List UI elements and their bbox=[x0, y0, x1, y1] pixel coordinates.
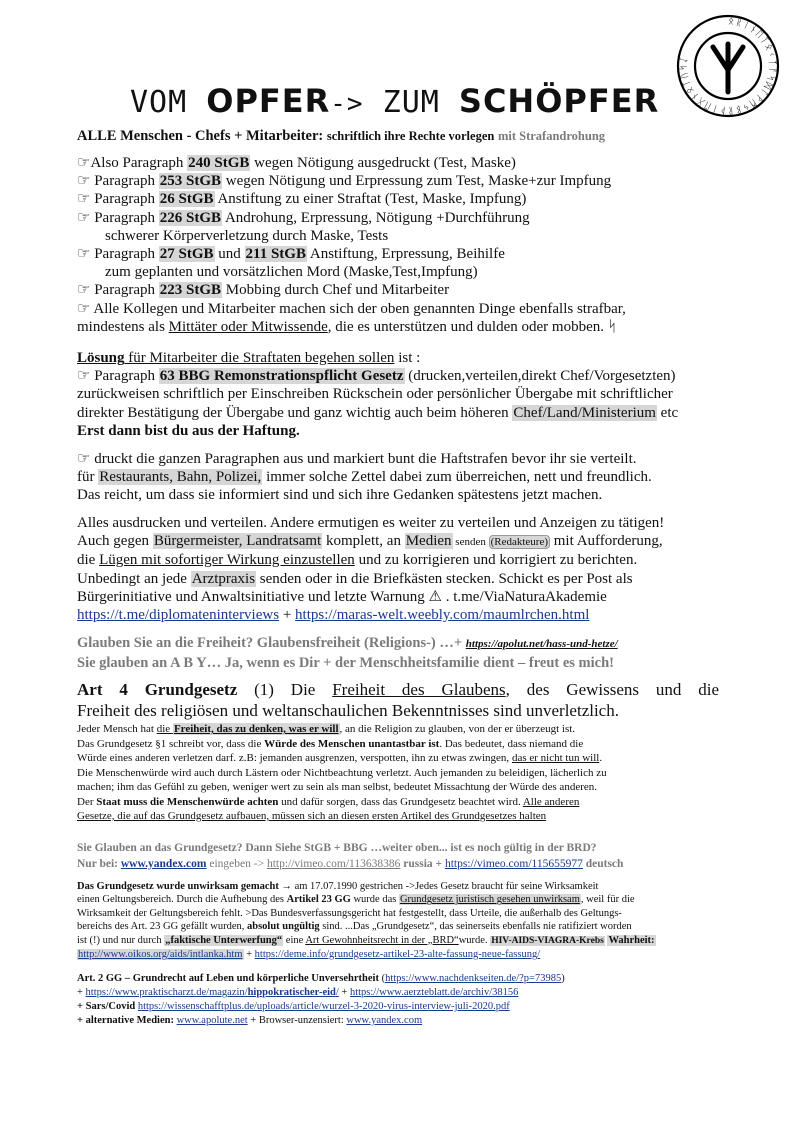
highlight: Wahrheit: bbox=[608, 934, 655, 946]
text: , des Gewissens und die bbox=[505, 680, 719, 699]
law-ref: 253 StGB bbox=[159, 173, 222, 190]
bold-text: Das Grundgesetz wurde unwirksam gemacht bbox=[77, 881, 279, 892]
text: sind. ...Das „Grundgesetz“, das seinerseits ebenfalls nie ratifiziert worden bbox=[319, 921, 632, 933]
text: russia + bbox=[400, 858, 445, 870]
vimeo-russia-link[interactable]: http://vimeo.com/113638386 bbox=[266, 858, 401, 870]
bold-text: Würde des Menschen unantastbar ist bbox=[264, 737, 440, 750]
wissenschafftplus-link[interactable]: https://wissenschafftplus.de/uploads/article/wurzel-3-2020-virus-interview-juli-2020.pdf bbox=[137, 1001, 510, 1012]
text: ist (!) und nur durch bbox=[77, 934, 165, 946]
rune-circle-logo bbox=[676, 14, 780, 118]
paragraph-item bbox=[77, 209, 717, 227]
text: Wirksamkeit der Geltungsbereich fehlt. >Das Bundesverfassungsgericht hat festgestellt, dass Urteile, die außerhalb des Geltungs- bbox=[77, 907, 622, 919]
paragraph-continuation bbox=[77, 318, 717, 336]
frage-section bbox=[77, 840, 717, 872]
law-ref: 26 StGB bbox=[159, 191, 214, 208]
text: (drucken,verteilen,direkt Chef/Vorgesetzten) bbox=[404, 368, 676, 385]
text: wegen Nötigung ausgedruckt (Test, Maske) bbox=[250, 155, 516, 171]
text: Anstiftung zu einer Straftat (Test, Maske, Impfung) bbox=[214, 191, 527, 208]
logo-runes: ᛟᚱᛁᚾᛖᛏᛟᚲᛉᚨᛋᛞᛚᚹᛗᛃᛒᚱᚦᛁᛖᚷᚾᛟᛏᚢᛋᛇ bbox=[677, 15, 779, 117]
text: Alle Kollegen und Mitarbeiter machen sich der oben genannten Dinge ebenfalls strafbar, bbox=[90, 300, 626, 317]
text: . Das bedeutet, dass niemand die bbox=[439, 737, 584, 750]
praktischarzt-link-end[interactable]: / bbox=[335, 987, 339, 998]
text: Androhung, Erpressung, Nötigung +Durchführung bbox=[222, 209, 530, 226]
text: + bbox=[279, 607, 296, 624]
text: Paragraph bbox=[90, 282, 159, 299]
text: komplett, an bbox=[322, 533, 405, 550]
bold-text: + Sars/Covid bbox=[77, 1001, 138, 1012]
text: Sie Glauben an das Grundgesetz? Dann Siehe StGB + BBG …weiter oben... ist es noch gültig in der BRD? bbox=[77, 842, 597, 854]
vimeo-deutsch-link[interactable]: https://vimeo.com/115655977 bbox=[444, 858, 583, 870]
underlined-text: Gesetze, die auf das Grundgesetz aufbauen, müssen sich an diesen ersten Artikel des Grundgesetzes halten bbox=[77, 810, 547, 822]
title-word-schoepfer: SCHÖPFER bbox=[458, 82, 660, 120]
highlight: Restaurants, Bahn, Polizei, bbox=[99, 469, 262, 486]
text: → am 17.07.1990 gestrichen ->Jedes Gesetz braucht für seine Wirksamkeit bbox=[278, 881, 599, 892]
text: Glauben Sie an die Freiheit? Glaubensfreiheit (Religions-) …+ bbox=[77, 635, 466, 651]
text: für bbox=[77, 469, 99, 486]
underlined-text: Art Gewohnheitsrecht in der „BRD“ bbox=[305, 934, 459, 946]
text: Die Menschenwürde wird auch durch Lästern oder Nichtbeachtung verletzt. Auch jemanden zu beleidigen, lächerlich zu bbox=[77, 766, 607, 779]
highlight: „faktische Unterwerfung“ bbox=[165, 934, 283, 946]
paragraph-item bbox=[77, 190, 717, 208]
text: einen Geltungsbereich. Durch die Aufhebung des bbox=[77, 894, 287, 906]
text: mit Aufforderung, bbox=[550, 533, 663, 550]
underlined-text: Alle anderen bbox=[522, 795, 580, 808]
apolute-link[interactable]: www.apolute.net bbox=[176, 1015, 248, 1026]
pointing-hand-icon: ☞ bbox=[77, 155, 91, 171]
text: die bbox=[156, 723, 173, 735]
text: Würde eines anderen verletzen darf. z.B: jemanden ausgrenzen, verspotten, ihn zu etwas zwingen, bbox=[77, 752, 512, 764]
law-ref: 240 StGB bbox=[188, 155, 250, 171]
bold-text: Art. 2 GG – Grundrecht auf Leben und körperliche Unversehrtheit bbox=[77, 973, 379, 984]
text: immer solche Zettel dabei zum überreichen, nett und freundlich. bbox=[262, 469, 652, 486]
highlight: Bürgermeister, Landratsamt bbox=[153, 533, 322, 550]
text: + bbox=[243, 949, 255, 961]
text: zurückweisen schriftlich per Einschreiben Rückschein oder persönlicher Übergabe mit schriftlicher bbox=[77, 386, 673, 403]
pointing-hand-icon: ☞ bbox=[77, 191, 91, 208]
text: + Browser-unzensiert: bbox=[247, 1015, 347, 1026]
text: ) bbox=[561, 973, 565, 984]
nachdenkseiten-link[interactable]: https://www.nachdenkseiten.de/?p=73985 bbox=[385, 973, 562, 984]
highlight: Chef/Land/Ministerium bbox=[513, 404, 656, 421]
pointing-hand-icon: ☞ bbox=[77, 451, 91, 467]
text: druckt die ganzen Paragraphen aus und markiert bunt die Haftstrafen bevor ihr sie verteilt. bbox=[90, 451, 637, 467]
text: Das Grundgesetz §1 schreibt vor, dass die bbox=[77, 737, 265, 750]
title-arrow: -> bbox=[330, 89, 364, 119]
text: , weil für die bbox=[580, 894, 635, 906]
text: machen; ihm das Gefühl zu geben, weniger wert zu sein als man selbst, bedeutet Missachtung der Würde des anderen. bbox=[77, 781, 597, 793]
paragraph-item bbox=[77, 281, 717, 299]
text: eingeben -> bbox=[206, 858, 267, 870]
text: Bürgerinitiative und Anwaltsinitiative und letzte Warnung ⚠ . t.me/ViaNaturaAkademie bbox=[77, 588, 607, 605]
text: , die es unterstützen und dulden oder mobben. ᛋ bbox=[327, 318, 617, 335]
bold-text: Artikel 23 GG bbox=[286, 894, 351, 906]
highlight: Freiheit, das zu denken, was er will bbox=[173, 723, 339, 735]
highlight: Arztpraxis bbox=[191, 570, 256, 587]
underlined-text: Lügen mit sofortiger Wirkung einzustellen bbox=[99, 552, 355, 569]
highlight: Grundgesetz juristisch gesehen unwirksam bbox=[399, 894, 580, 906]
apolut-link[interactable]: https://apolut.net/hass-und-hetze/ bbox=[465, 638, 618, 650]
text: und zu korrigieren und korrigiert zu berichten. bbox=[354, 552, 638, 569]
highlight: Medien bbox=[405, 533, 452, 550]
text: Jeder Mensch hat bbox=[77, 723, 157, 735]
praktischarzt-link-bold[interactable]: hippokratischer-eid bbox=[247, 987, 336, 998]
text: Mobbing durch Chef und Mitarbeiter bbox=[222, 282, 450, 299]
title-word-zum: ZUM bbox=[382, 85, 440, 120]
bold-text: Staat muss die Menschenwürde achten bbox=[96, 795, 279, 808]
pointing-hand-icon: ☞ bbox=[77, 300, 91, 317]
text: Das reicht, um dass sie informiert sind und sich ihre Gedanken spätestens jetzt machen. bbox=[77, 487, 603, 504]
pointing-hand-icon: ☞ bbox=[77, 282, 91, 299]
maras-welt-link[interactable]: https://maras-welt.weebly.com/maumlrchen.html bbox=[295, 607, 590, 624]
page-title bbox=[130, 82, 660, 120]
pointing-hand-icon: ☞ bbox=[77, 209, 91, 226]
text: und dafür sorgen, dass das Grundgesetz beachtet wird. bbox=[278, 795, 523, 808]
text: direkter Bestätigung der Übergabe und ganz wichtig auch beim höheren bbox=[77, 404, 513, 421]
text: bereichs des Art. 23 GG gefällt wurden, bbox=[77, 921, 247, 933]
bold-text: + alternative Medien: bbox=[77, 1015, 177, 1026]
text: wurde das bbox=[350, 894, 399, 906]
bold-text: Erst dann bist du aus der Haftung. bbox=[77, 422, 300, 439]
telegram-link[interactable]: https://t.me/diplomateninterviews bbox=[77, 607, 280, 624]
title-word-vom: VOM bbox=[130, 85, 188, 120]
glauben-section bbox=[77, 634, 717, 673]
paragraph-item bbox=[77, 245, 717, 263]
grundgesetz-section bbox=[77, 880, 719, 961]
art4-section bbox=[77, 679, 719, 824]
paragraph-item bbox=[77, 154, 717, 172]
text: Auch gegen bbox=[77, 533, 153, 550]
text: Also Paragraph bbox=[90, 155, 188, 171]
bold-text: absolut ungültig bbox=[247, 921, 320, 933]
text: (1) Die bbox=[237, 680, 333, 699]
law-ref: 27 StGB bbox=[159, 246, 214, 263]
text: Sie glauben an A B Y… Ja, wenn es Dir + der Menschheitsfamilie dient – freut es mich! bbox=[77, 655, 614, 671]
subtitle-threat: mit Strafandrohung bbox=[497, 129, 606, 143]
law-ref: 223 StGB bbox=[159, 282, 222, 299]
text: die bbox=[77, 552, 100, 569]
text: Paragraph bbox=[90, 191, 159, 208]
text: senden oder in die Briefkästen stecken. Schickt es per Post als bbox=[256, 570, 633, 587]
text: wurde. bbox=[458, 934, 491, 946]
oikos-link[interactable]: http://www.oikos.org/aids/intlanka.htm bbox=[78, 949, 243, 961]
alles-section bbox=[77, 514, 717, 624]
references-section bbox=[77, 972, 719, 1028]
highlight-box: (Redakteure) bbox=[490, 536, 549, 549]
text: senden bbox=[452, 536, 489, 549]
text: Freiheit des religiösen und weltanschaulichen Bekenntnisses sind unverletzlich. bbox=[77, 701, 619, 720]
paragraph-item bbox=[77, 172, 717, 190]
text: Paragraph bbox=[90, 368, 159, 385]
subtitle bbox=[77, 128, 717, 145]
subtitle-main: ALLE Menschen - Chefs + Mitarbeiter: bbox=[77, 128, 324, 144]
art4-heading: Art 4 Grundgesetz bbox=[77, 680, 238, 699]
text: deutsch bbox=[582, 858, 624, 870]
paragraph-continuation: zum geplanten und vorsätzlichen Mord (Maske,Test,Impfung) bbox=[105, 264, 478, 281]
text: ist : bbox=[394, 350, 421, 366]
text: Unbedingt an jede bbox=[77, 570, 191, 587]
yandex-link[interactable]: www.yandex.com bbox=[120, 858, 207, 870]
paragraph-list bbox=[77, 154, 717, 336]
subtitle-rights: schriftlich ihre Rechte vorlegen bbox=[326, 129, 495, 143]
law-ref: 63 BBG Remonstrationspflicht Gesetz bbox=[159, 368, 404, 385]
algiz-rune-icon bbox=[713, 44, 743, 92]
pointing-hand-icon: ☞ bbox=[77, 246, 91, 263]
text: und bbox=[214, 246, 245, 263]
text: Paragraph bbox=[90, 209, 159, 226]
aerzteblatt-link[interactable]: https://www.aerzteblatt.de/archiv/38156 bbox=[349, 987, 519, 998]
pointing-hand-icon: ☞ bbox=[77, 368, 91, 385]
text: eine bbox=[283, 934, 306, 946]
text: ( bbox=[378, 973, 386, 984]
text: Alles ausdrucken und verteilen. Andere ermutigen es weiter zu verteilen und Anzeigen zu tätigen! bbox=[77, 515, 665, 531]
text: etc bbox=[656, 404, 679, 421]
law-ref: 211 StGB bbox=[245, 246, 306, 263]
text: mindestens als bbox=[77, 318, 169, 335]
text: + bbox=[338, 987, 350, 998]
text: Paragraph bbox=[90, 173, 159, 190]
underlined-text: das er nicht tun will bbox=[511, 752, 600, 764]
text: Anstiftung, Erpressung, Beihilfe bbox=[306, 246, 505, 263]
text: . bbox=[599, 752, 603, 764]
underlined-text: Freiheit des Glaubens bbox=[332, 680, 506, 699]
law-ref: 226 StGB bbox=[159, 209, 222, 226]
text: Paragraph bbox=[90, 246, 159, 263]
pointing-hand-icon: ☞ bbox=[77, 173, 91, 190]
title-word-opfer: OPFER bbox=[206, 82, 331, 120]
text: für Mitarbeiter die Straftaten begehen sollen bbox=[124, 350, 395, 366]
text: Der bbox=[77, 795, 97, 808]
druckt-section bbox=[77, 450, 717, 505]
text: wegen Nötigung und Erpressung zum Test, Maske+zur Impfung bbox=[222, 173, 612, 190]
underlined-text: Mittäter oder Mitwissende bbox=[168, 318, 328, 335]
text: Nur bei: bbox=[77, 858, 121, 870]
deme-link[interactable]: https://deme.info/grundgesetz-artikel-23-alte-fassung-neue-fassung/ bbox=[254, 949, 541, 961]
loesung-title: Lösung bbox=[77, 350, 125, 366]
text: , an die Religion zu glauben, von der er überzeugt ist. bbox=[339, 723, 576, 735]
yandex-link-2[interactable]: www.yandex.com bbox=[346, 1015, 423, 1026]
highlight: HIV-AIDS-VIAGRA-Krebs bbox=[491, 935, 604, 946]
text: + bbox=[77, 987, 86, 998]
paragraph-item bbox=[77, 300, 717, 318]
praktischarzt-link[interactable]: https://www.praktischarzt.de/magazin/ bbox=[85, 987, 248, 998]
loesung-section bbox=[77, 349, 717, 440]
paragraph-continuation: schwerer Körperverletzung durch Maske, Tests bbox=[105, 227, 389, 244]
